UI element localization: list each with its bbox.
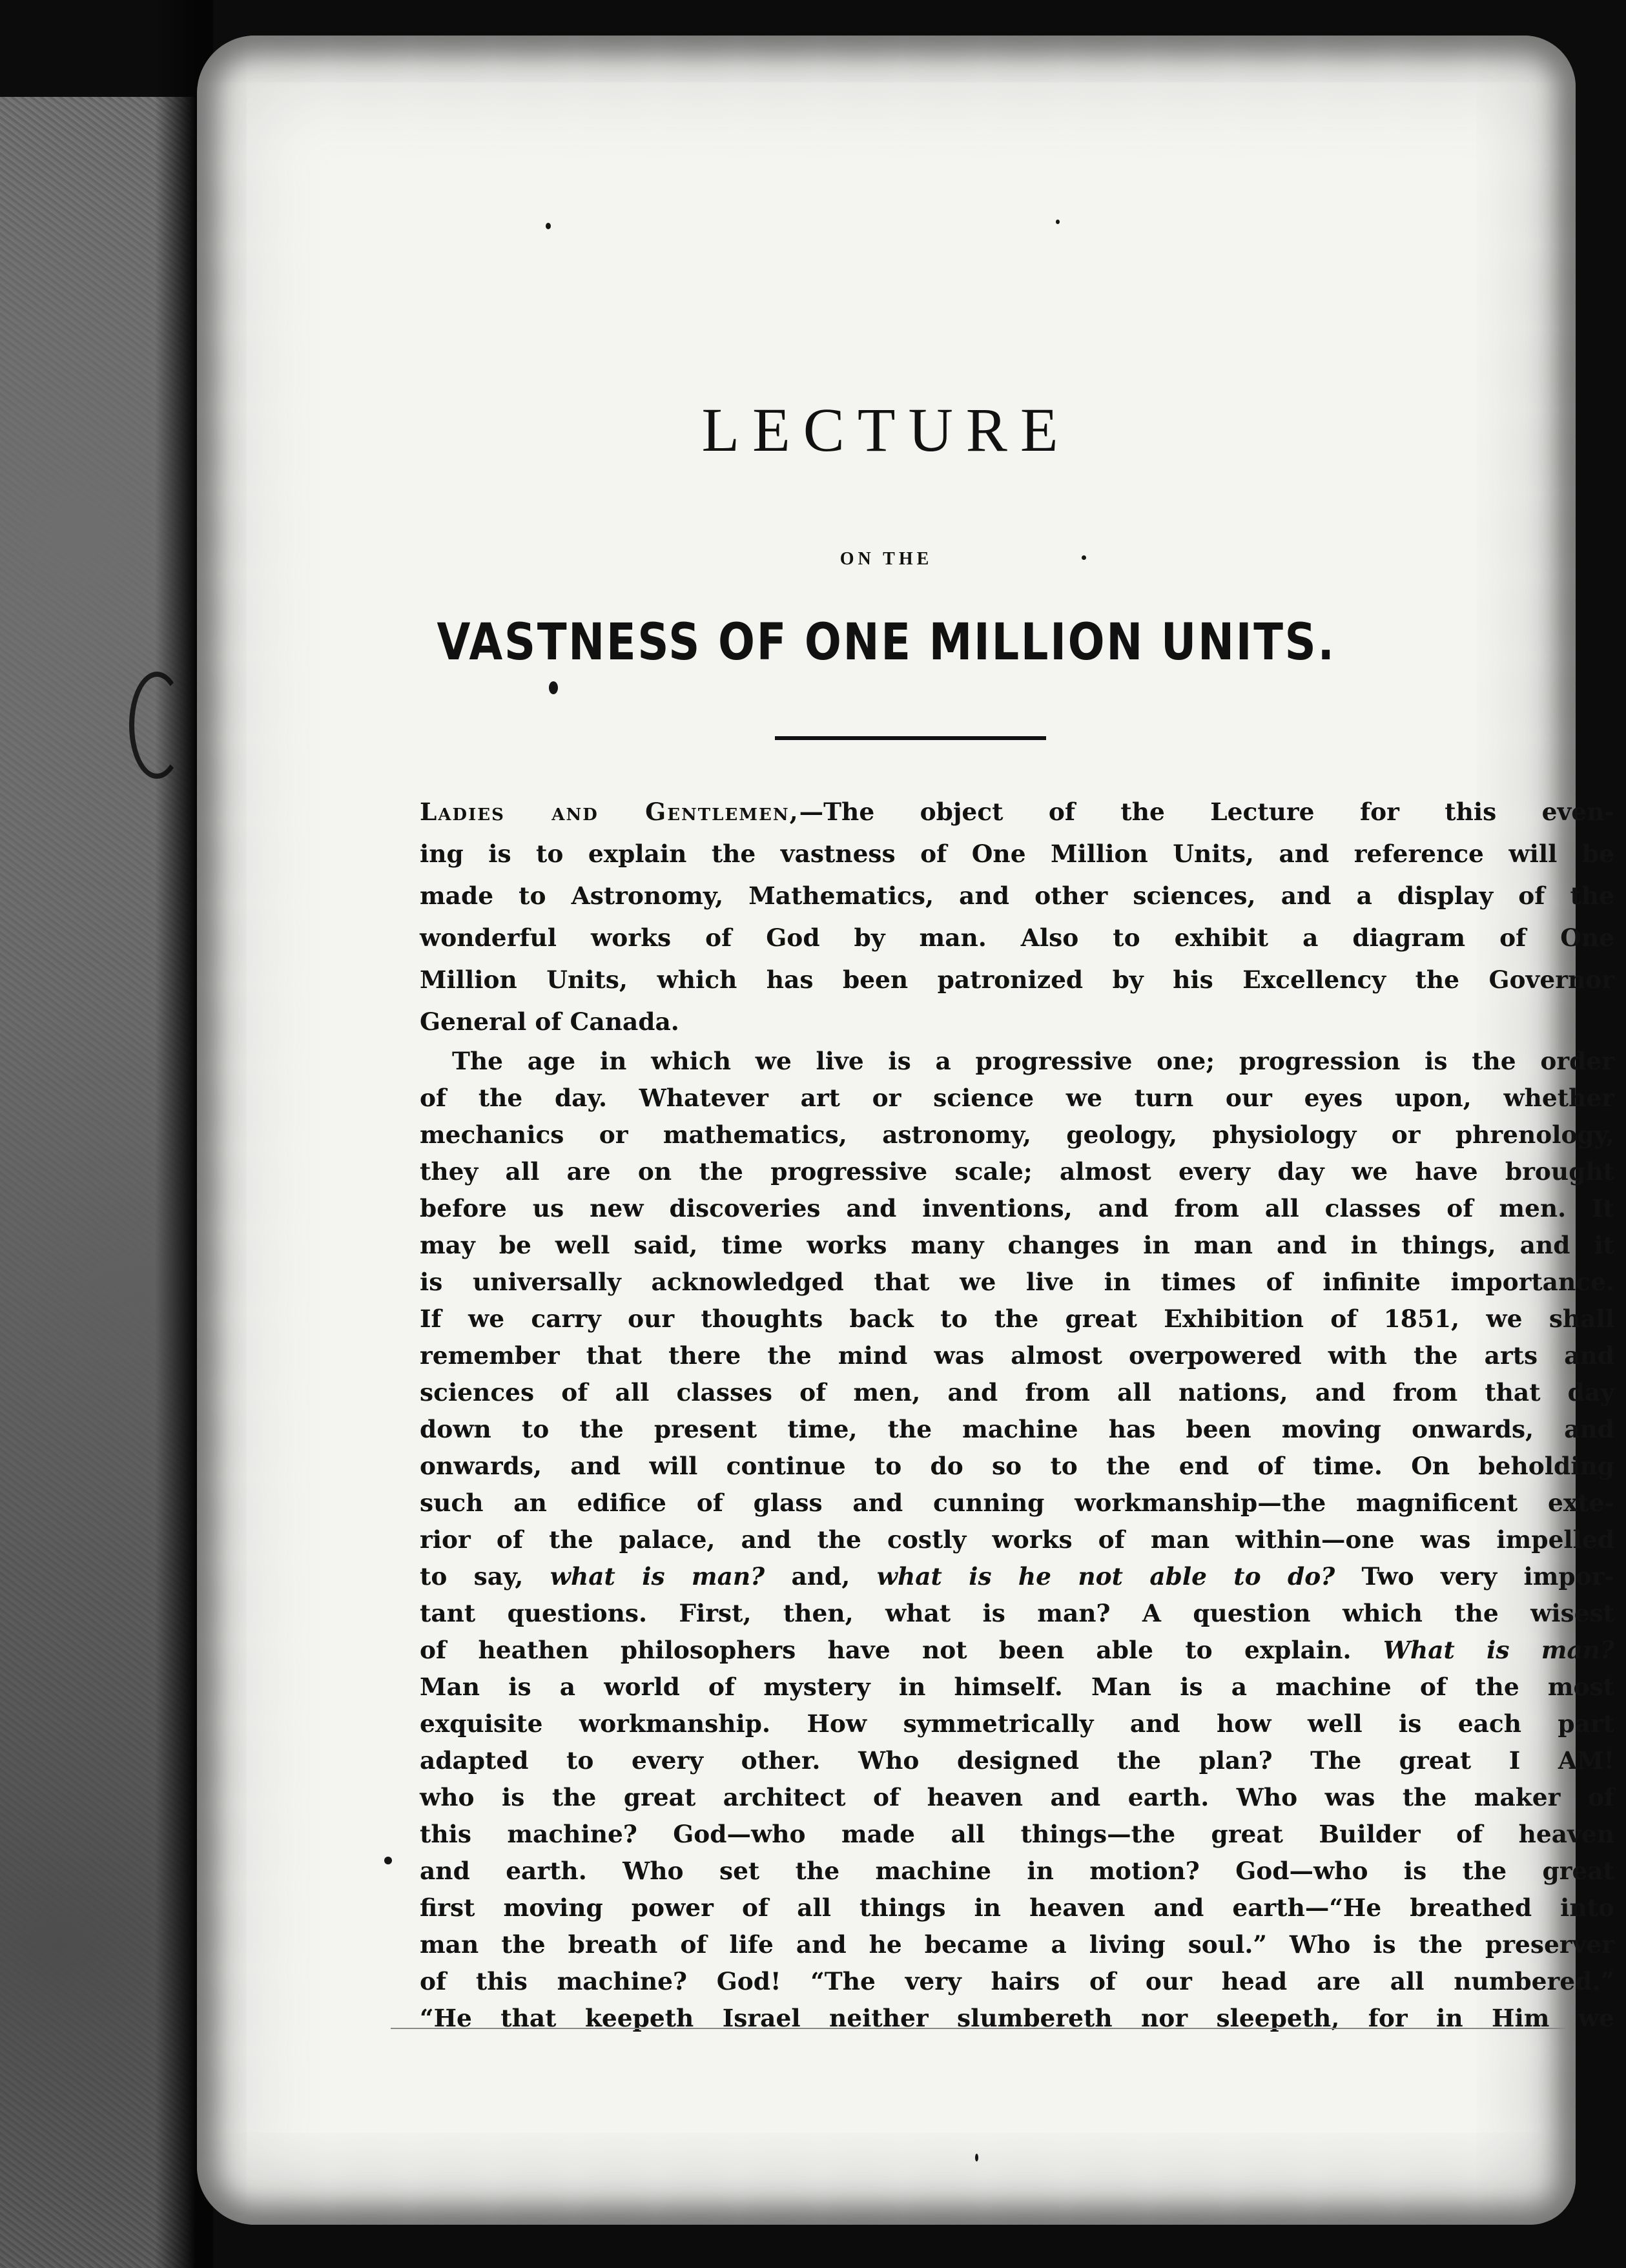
text-run: and,	[765, 1562, 877, 1591]
paragraph-line: and earth. Who set the machine in motion? God—who is the great	[420, 1857, 1614, 1885]
paragraph-line: —The object of the Lecture for this even-	[799, 798, 1614, 826]
bottom-rule	[391, 2028, 1566, 2029]
paragraph-line: ing is to explain the vastness of One Million Units, and reference will be	[420, 840, 1614, 868]
italic-run: what is man?	[550, 1562, 765, 1591]
paragraph-line: made to Astronomy, Mathematics, and other sciences, and a display of the	[420, 881, 1614, 910]
paragraph-line: who is the great architect of heaven and earth. Who was the maker of	[420, 1783, 1614, 1811]
body-paragraph	[420, 1043, 1614, 2037]
page	[197, 36, 1614, 2225]
text-run: Two very impor-	[1335, 1562, 1614, 1591]
text-run: of heathen philosophers have not been able to explain.	[420, 1636, 1383, 1664]
paragraph-line: sciences of all classes of men, and from all nations, and from that day	[420, 1378, 1614, 1407]
paragraph-line: down to the present time, the machine has been moving onwards, and	[420, 1415, 1614, 1443]
page-subtitle: VASTNESS OF ONE MILLION UNITS.	[437, 613, 1336, 672]
scan-speck	[384, 1857, 392, 1864]
scan-speck	[1082, 555, 1086, 560]
paragraph-line: Million Units, which has been patronized by his Excellency the Governor	[420, 965, 1614, 994]
paragraph-line: such an edifice of glass and cunning workmanship—the magnificent exte-	[420, 1489, 1614, 1517]
paragraph-line: adapted to every other. Who designed the plan? The great I AM!	[420, 1746, 1614, 1775]
opening-paragraph	[420, 791, 1614, 1043]
paragraph-line: rior of the palace, and the costly works of man within—one was impelled	[420, 1525, 1614, 1554]
paragraph-line-last: General of Canada.	[420, 1007, 679, 1036]
paragraph-line: onwards, and will continue to do so to the end of time. On beholding	[420, 1452, 1614, 1480]
paragraph-line: The age in which we live is a progressive one; progression is the order	[452, 1047, 1614, 1075]
scan-speck	[549, 681, 558, 694]
paragraph-line: If we carry our thoughts back to the great Exhibition of 1851, we shall	[420, 1304, 1614, 1333]
paragraph-line	[420, 1636, 1614, 1664]
paragraph-line: wonderful works of God by man. Also to exhibit a diagram of One	[420, 923, 1614, 952]
text-run: to say,	[420, 1562, 550, 1591]
paragraph-line: of the day. Whatever art or science we turn our eyes upon, whether	[420, 1084, 1614, 1112]
page-content	[197, 36, 1614, 2225]
paragraph-line: is universally acknowledged that we live in times of infinite importance.	[420, 1268, 1614, 1296]
paragraph-line: exquisite workmanship. How symmetrically and how well is each part	[420, 1709, 1614, 1738]
salutation: Ladies and Gentlemen,	[420, 798, 799, 826]
page-title: LECTURE	[701, 395, 1071, 464]
paragraph-line: before us new discoveries and inventions, and from all classes of men. It	[420, 1194, 1614, 1222]
paragraph-line: may be well said, time works many changes in man and in things, and it	[420, 1231, 1614, 1259]
paragraph-line: of this machine? God! “The very hairs of our head are all numbered.”	[420, 1967, 1614, 1995]
paragraph-line: first moving power of all things in heaven and earth—“He breathed into	[420, 1893, 1614, 1922]
paragraph-line: tant questions. First, then, what is man? A question which the wisest	[420, 1599, 1614, 1627]
paragraph-line: they all are on the progressive scale; almost every day we have brought	[420, 1157, 1614, 1186]
paragraph-line: Man is a world of mystery in himself. Man is a machine of the most	[420, 1673, 1614, 1701]
italic-run: What is man?	[1383, 1636, 1614, 1664]
paragraph-line	[420, 1562, 1614, 1591]
paragraph-line: this machine? God—who made all things—the great Builder of heaven	[420, 1820, 1614, 1848]
scan-speck	[1056, 220, 1060, 224]
title-rule	[775, 736, 1046, 740]
title-connector: ON THE	[839, 549, 933, 569]
scan-speck	[546, 223, 551, 229]
paragraph-line: man the breath of life and he became a living soul.” Who is the preserver	[420, 1930, 1614, 1959]
scan-speck	[975, 2154, 978, 2161]
paragraph-line: remember that there the mind was almost overpowered with the arts and	[420, 1341, 1614, 1370]
paragraph-line: mechanics or mathematics, astronomy, geology, physiology or phrenology,	[420, 1120, 1614, 1149]
paragraph-line: “He that keepeth Israel neither slumbereth nor sleepeth, for in Him we	[420, 2004, 1614, 2032]
italic-run: what is he not able to do?	[876, 1562, 1335, 1591]
